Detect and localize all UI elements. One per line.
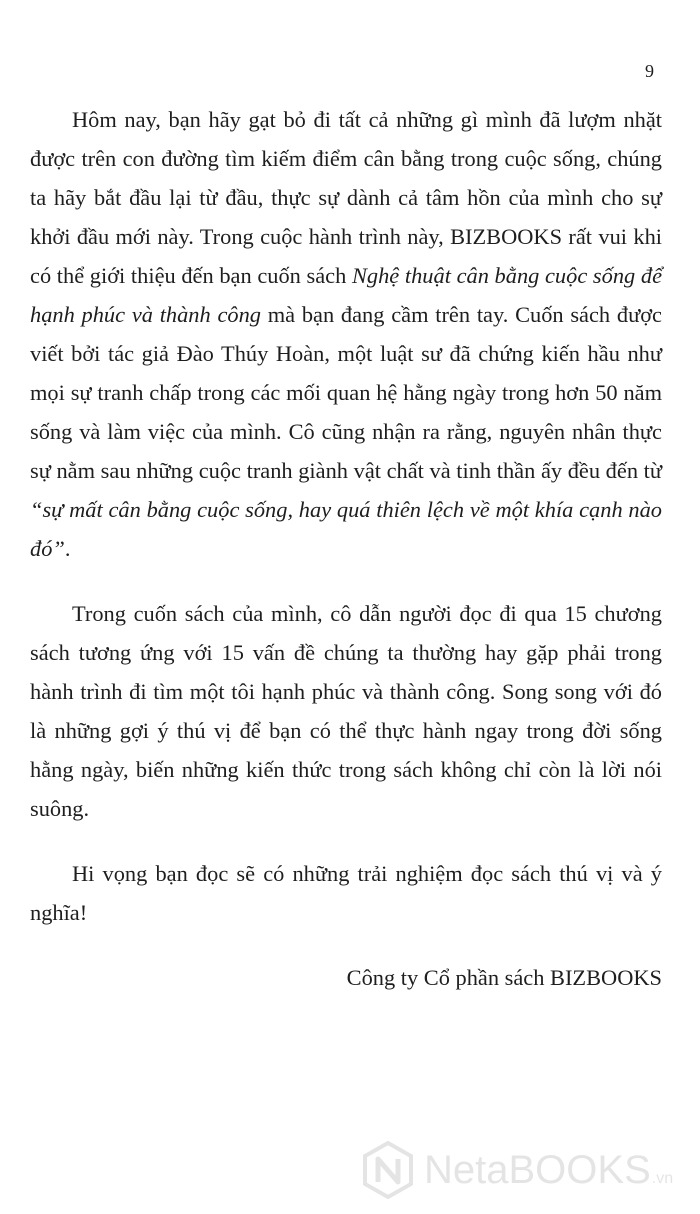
signature: Công ty Cổ phần sách BIZBOOKS <box>346 965 662 990</box>
italic-text: “sự mất cân bằng cuộc sống, hay quá thiên lệch về một khía cạnh nào đó” <box>30 497 662 561</box>
text-run: mà bạn đang cầm trên tay. Cuốn sách được viết bởi tác giả Đào Thúy Hoàn, một luật sư đã chứng kiến hầu như mọi sự tranh chấp trong các mối quan hệ hằng ngày trong hơn 50 năm sống và làm việc của mình. Cô cũng nhận ra rằng, nguyên nhân thực sự nằm sau những cuộc tranh giành vật chất và tinh thần ấy đều đến từ <box>30 302 662 483</box>
netabooks-logo-icon <box>362 1141 414 1199</box>
paragraph <box>30 854 662 932</box>
text-run: Hôm nay, bạn hãy gạt bỏ đi tất cả những gì mình đã lượm nhặt được trên con đường tìm kiếm điểm cân bằng trong cuộc sống, chúng ta hãy bắt đầu lại từ đầu, thực sự dành cả tâm hồn của mình cho sự khởi đầu mới này. Trong cuộc hành trình này, BIZBOOKS rất vui khi có thể giới thiệu đến bạn cuốn sách <box>30 107 662 288</box>
watermark-suffix: .vn <box>651 1170 674 1187</box>
paragraph <box>30 594 662 828</box>
text-run: Hi vọng bạn đọc sẽ có những trải nghiệm đọc sách thú vị và ý nghĩa! <box>30 861 662 925</box>
text-run: Trong cuốn sách của mình, cô dẫn người đọc đi qua 15 chương sách tương ứng với 15 vấn đề chúng ta thường hay gặp phải trong hành trình đi tìm một tôi hạnh phúc và thành công. Song song với đó là những gợi ý thú vị để bạn có thể thực hành ngay trong đời sống hằng ngày, biến những kiến thức trong sách không chỉ còn là lời nói suông. <box>30 601 662 821</box>
watermark <box>362 1140 673 1200</box>
page-number: 9 <box>645 61 654 81</box>
paragraph <box>30 100 662 568</box>
watermark-text: NetaBOOKS <box>424 1147 651 1192</box>
text-run: . <box>64 536 71 561</box>
body-text <box>30 100 662 997</box>
italic-text: Nghệ thuật cân bằng cuộc sống để hạnh phúc và thành công <box>30 263 663 327</box>
